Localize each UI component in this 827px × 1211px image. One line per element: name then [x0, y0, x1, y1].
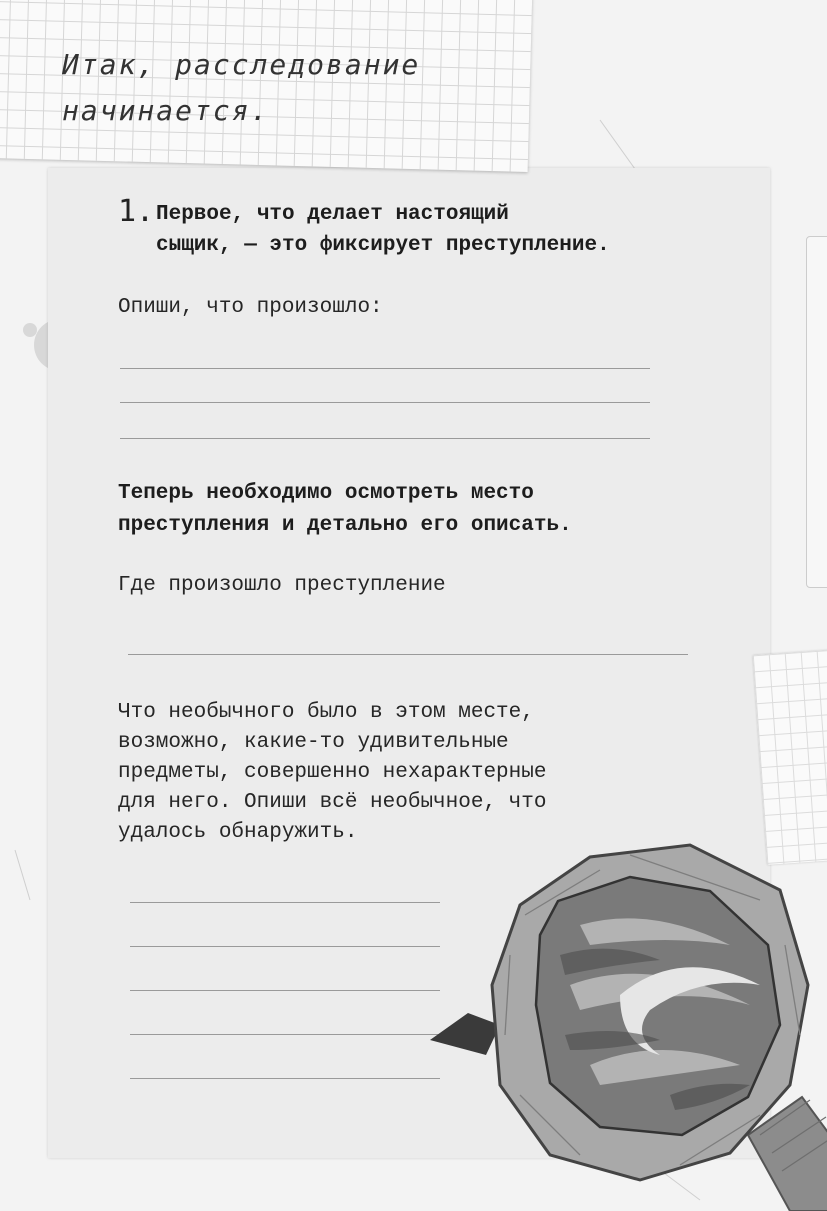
magnifying-glass-icon [430, 835, 827, 1211]
answer-line-1[interactable] [120, 368, 650, 369]
unusual-prompt [118, 698, 546, 848]
unusual-answer-line-3[interactable] [130, 990, 440, 991]
unusual-answer-line-2[interactable] [130, 946, 440, 947]
page-heading [62, 42, 482, 134]
where-prompt: Где произошло преступление [118, 574, 446, 597]
inspect-title-line-2: преступления и детально его описать. [118, 514, 572, 537]
question-title-line-1: Первое, что делает настоящий [156, 203, 509, 226]
side-card [806, 236, 827, 588]
unusual-line-4: для него. Опиши всё необычное, что [118, 791, 547, 814]
unusual-line-1: Что необычного было в этом месте, [118, 701, 534, 724]
question-number: 1. [118, 194, 155, 229]
inspect-title-line-1: Теперь необходимо осмотреть место [118, 482, 534, 505]
heading-line-2: начинается. [62, 94, 270, 127]
unusual-answer-line-1[interactable] [130, 902, 440, 903]
unusual-line-3: предметы, совершенно нехарактерные [118, 761, 547, 784]
question-title [156, 199, 776, 261]
heading-line-1: Итак, расследование [62, 48, 421, 81]
unusual-line-2: возможно, какие-то удивительные [118, 731, 509, 754]
answer-line-2[interactable] [120, 402, 650, 403]
unusual-answer-line-4[interactable] [130, 1034, 440, 1035]
question-title-line-2: сыщик, — это фиксирует преступление. [156, 234, 610, 257]
answer-line-3[interactable] [120, 438, 650, 439]
unusual-answer-line-5[interactable] [130, 1078, 440, 1079]
unusual-line-5: удалось обнаружить. [118, 821, 358, 844]
describe-prompt: Опиши, что произошло: [118, 296, 383, 319]
inspect-title [118, 478, 572, 542]
where-answer-line[interactable] [128, 654, 688, 655]
